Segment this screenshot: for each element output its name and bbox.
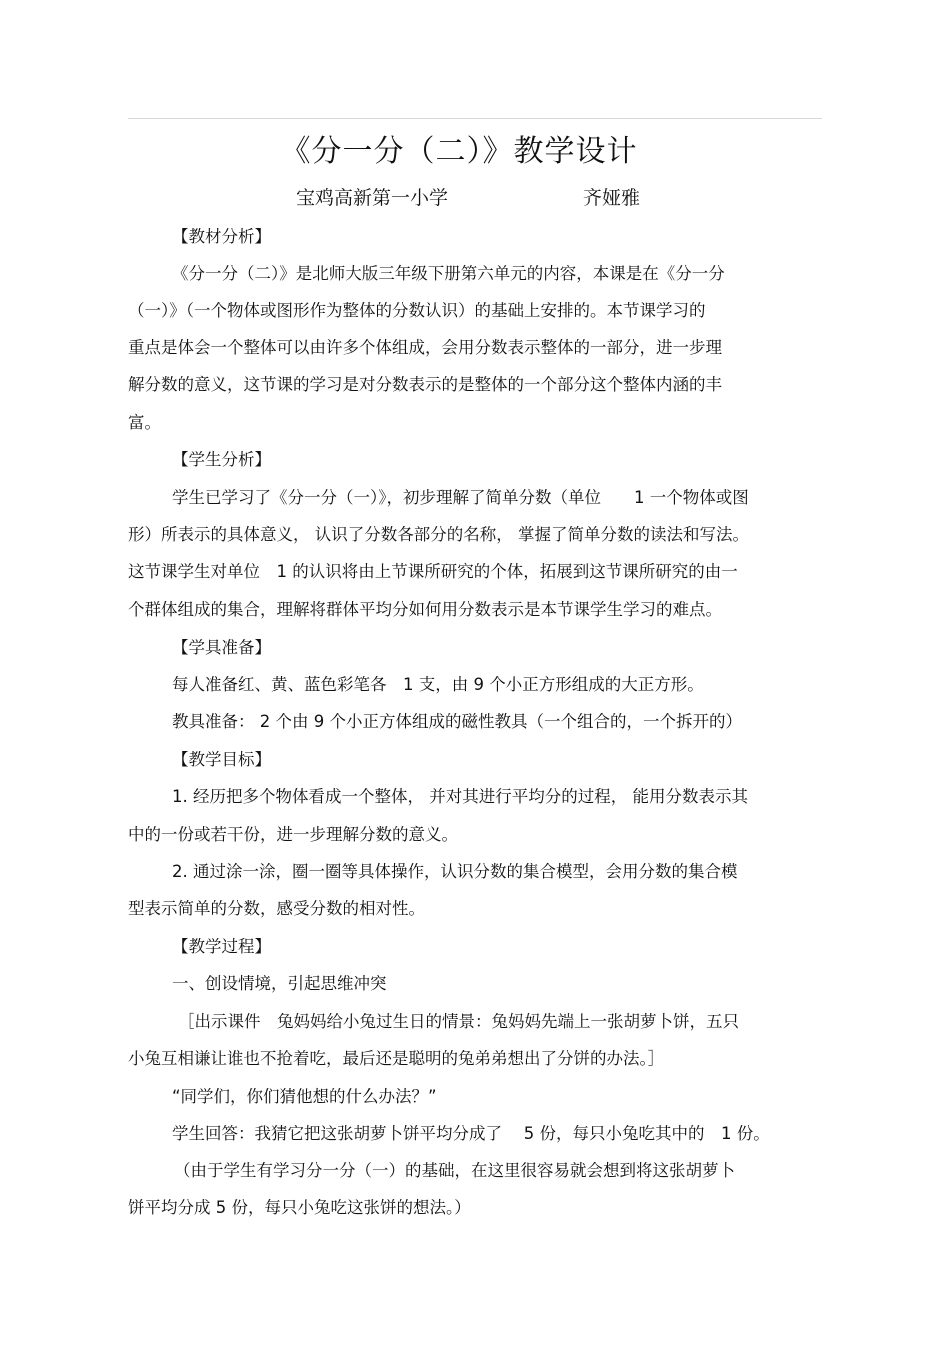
paragraph-line: 《分一分（二）》是北师大版三年级下册第六单元的内容，本课是在《分一分 [172, 264, 725, 283]
paragraph-line: 富。 [128, 413, 161, 432]
paragraph-line: 型表示简单的分数，感受分数的相对性。 [128, 899, 425, 918]
paragraph-line: 小兔互相谦让谁也不抢着吃，最后还是聪明的兔弟弟想出了分饼的办法。］ [128, 1049, 665, 1068]
paragraph-line: 解分数的意义，这节课的学习是对分数表示的是整体的一个部分这个整体内涵的丰 [128, 375, 722, 394]
paragraph-line: 2. 通过涂一涂，圈一圈等具体操作，认识分数的集合模型，会用分数的集合模 [172, 862, 738, 881]
paragraph-line: 学生回答：我猜它把这张胡萝卜饼平均分成了 5 份，每只小兔吃其中的 1 份。 [172, 1124, 770, 1143]
paragraph-line: 一、创设情境，引起思维冲突 [172, 974, 387, 993]
section-heading-tools: 【学具准备】 [172, 638, 271, 657]
section-heading-student: 【学生分析】 [172, 450, 271, 469]
section-heading-goals: 【教学目标】 [172, 750, 271, 769]
header-rule [128, 118, 822, 119]
paragraph-line: ［出示课件 兔妈妈给小兔过生日的情景：兔妈妈先端上一张胡萝卜饼，五只 [178, 1012, 739, 1031]
paragraph-line: 每人准备红、黄、蓝色彩笔各 1 支，由 9 个小正方形组成的大正方形。 [172, 675, 704, 694]
paragraph-line: 这节课学生对单位 1 的认识将由上节课所研究的个体，拓展到这节课所研究的由一 [128, 562, 738, 581]
school-name: 宝鸡高新第一小学 [296, 187, 449, 209]
section-heading-process: 【教学过程】 [172, 937, 271, 956]
paragraph-line: 个群体组成的集合，理解将群体平均分如何用分数表示是本节课学生学习的难点。 [128, 600, 722, 619]
document-title: 《分一分（二）》教学设计 [280, 134, 638, 169]
paragraph-line: 1. 经历把多个物体看成一个整体， 并对其进行平均分的过程， 能用分数表示其 [172, 787, 748, 806]
paragraph-line: 重点是体会一个整体可以由许多个体组成，会用分数表示整体的一部分，进一步理 [128, 338, 722, 357]
teacher-name: 齐娅雅 [583, 187, 641, 209]
paragraph-line: 形）所表示的具体意义， 认识了分数各部分的名称， 掌握了简单分数的读法和写法。 [128, 525, 749, 544]
paragraph-line: 饼平均分成 5 份，每只小兔吃这张饼的想法。） [128, 1198, 471, 1217]
section-heading-material: 【教材分析】 [172, 227, 271, 246]
paragraph-line: （一）》（一个物体或图形作为整体的分数认识）的基础上安排的。本节课学习的 [128, 301, 706, 320]
paragraph-line: 学生已学习了《分一分（一）》，初步理解了简单分数（单位 1 一个物体或图 [172, 488, 749, 507]
paragraph-line: 教具准备： 2 个由 9 个小正方体组成的磁性教具（一个组合的，一个拆开的） [172, 712, 742, 731]
paragraph-line: “同学们，你们猜他想的什么办法？” [172, 1087, 437, 1106]
paragraph-line: 中的一份或若干份，进一步理解分数的意义。 [128, 825, 458, 844]
paragraph-line: （由于学生有学习分一分（一）的基础，在这里很容易就会想到将这张胡萝卜 [174, 1161, 735, 1180]
